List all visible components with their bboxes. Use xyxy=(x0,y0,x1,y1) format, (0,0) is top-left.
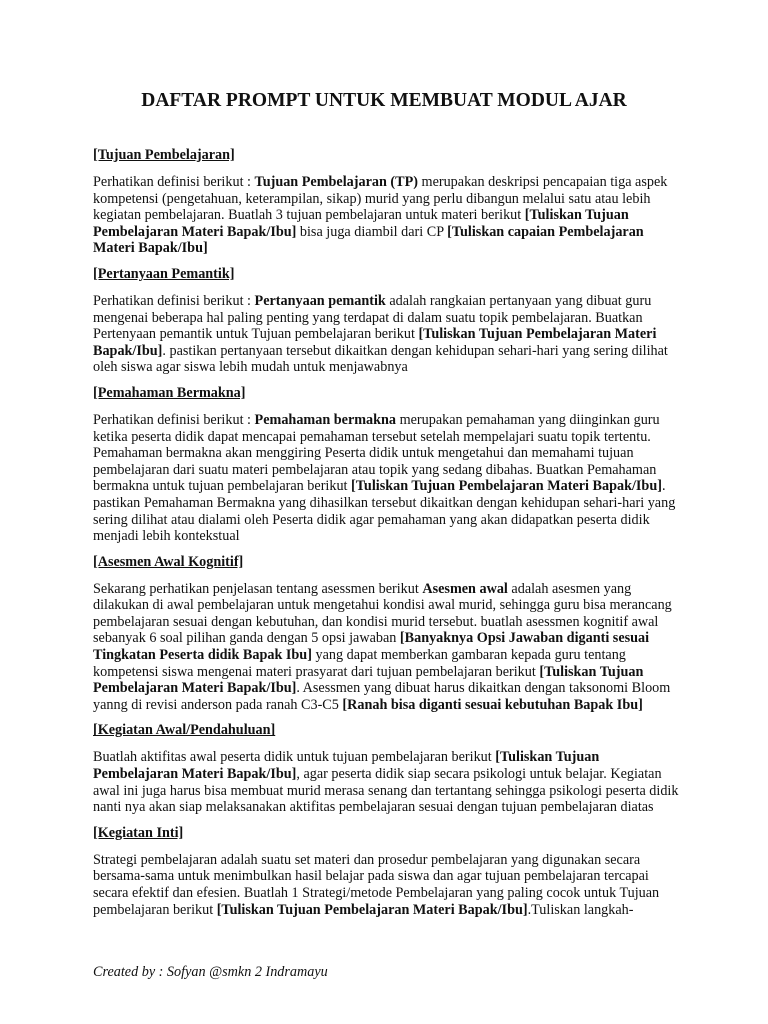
section-heading: [Pemahaman Bermakna] xyxy=(93,384,246,401)
section-heading: [Asesmen Awal Kognitif] xyxy=(93,553,244,570)
bold-text-run: [Banyaknya Opsi Jawaban diganti sesuai Tingkatan Peserta didik Bapak Ibu] xyxy=(93,630,650,664)
footer-credit: Created by : Sofyan @smkn 2 Indramayu xyxy=(93,964,328,980)
bold-text-run: [Tuliskan Tujuan Pembelajaran Materi Bapak/Ibu] xyxy=(93,326,657,359)
section-tujuan-pembelajaran xyxy=(93,147,685,257)
section-asesmen-awal-kognitif xyxy=(93,554,685,714)
bold-text-run: [Tuliskan Tujuan Pembelajaran Materi Bapak/Ibu] xyxy=(351,478,662,495)
text-run: Perhatikan definisi berikut : xyxy=(93,292,255,309)
bold-text-run: Pemahaman bermakna xyxy=(254,411,397,428)
section-pemahaman-bermakna xyxy=(93,385,685,545)
bold-text-run: [Tuliskan Tujuan Pembelajaran Materi Bapak/Ibu] xyxy=(93,663,644,697)
text-run: , agar peserta didik siap secara psikologi untuk belajar. Kegiatan awal ini juga harus bisa membuat murid merasa senang dan tertantang sehingga psikologi peserta didik nanti nya akan siap melaksanakan aktifitas pembelajaran sesuai dengan tujuan pembelajaran diatas xyxy=(93,766,679,816)
text-run: Perhatikan definisi berikut : xyxy=(93,174,255,190)
section-kegiatan-inti xyxy=(93,825,685,918)
text-run: . Asessmen yang dibuat harus dikaitkan dengan taksonomi Bloom yanng di revisi anderson pada ranah C3-C5 xyxy=(93,680,671,713)
bold-text-run: [Tuliskan Tujuan Pembelajaran Materi Bapak/Ibu] xyxy=(93,207,629,240)
text-run: adalah asesmen yang dilakukan di awal pembelajaran untuk mengetahui kondisi awal murid, sehingga guru bisa merancang pembelajaran sesuai dengan kebutuhan, dan kondisi murid tersebut. buatlah asessmen kognitif awal sebanyak 6 soal pilihan ganda dengan 5 opsi jawaban xyxy=(93,580,672,647)
bold-text-run: Pertanyaan pemantik xyxy=(254,292,386,309)
text-run: . pastikan pertanyaan tersebut dikaitkan dengan kehidupan sehari-hari yang sering dilihat oleh siswa agar siswa lebih mudah untuk menjawabnya xyxy=(93,342,668,376)
section-paragraph xyxy=(93,412,685,545)
text-run: merupakan pemahaman yang diinginkan guru ketika peserta didik dapat mencapai pemahaman tersebut setelah mempelajari suatu topik tertentu. Pemahaman bermakna akan menggiring Peserta didik untuk mengetahui dan memahami tujuan pembelajaran dari suatu materi pembelajaran atau topik yang sedang dibahas. Buatkan Pemahaman bermakna untuk tujuan pembelajaran berikut xyxy=(93,411,660,495)
document-body xyxy=(93,147,685,927)
bold-text-run: Asesmen awal xyxy=(422,580,508,597)
section-kegiatan-awal xyxy=(93,722,685,815)
section-paragraph xyxy=(93,293,685,376)
section-heading: [Kegiatan Inti] xyxy=(93,824,184,841)
text-run: . pastikan Pemahaman Bermakna yang dihasilkan tersebut dikaitkan dengan kehidupan sehari-hari yang sering dilihat atau dialami oleh Peserta didik agar pemahaman yang akan didapatkan peserta didik menjadi lebih kontekstual xyxy=(93,478,676,545)
text-run: Perhatikan definisi berikut : xyxy=(93,411,255,428)
section-paragraph xyxy=(93,852,685,918)
bold-text-run: Tujuan Pembelajaran (TP) xyxy=(254,174,418,190)
bold-text-run: [Ranah bisa diganti sesuai kebutuhan Bapak Ibu] xyxy=(342,696,643,713)
text-run: bisa juga diambil dari CP xyxy=(296,223,448,240)
text-run: yang dapat memberkan gambaran kepada guru tentang kompetensi siswa mengenai materi prasyarat dari tujuan pembelajaran berikut xyxy=(93,647,626,680)
text-run: adalah rangkaian pertanyaan yang dibuat guru mengenai beberapa hal paling penting yang terdapat di dalam suatu topik pembelajaran. Buatkan Pertenyaan pemantik untuk Tujuan pembelajaran berikut xyxy=(93,292,652,343)
section-paragraph xyxy=(93,749,685,815)
text-run: merupakan deskripsi pencapaian tiga aspek kompetensi (pengetahuan, keterampilan, sikap) murid yang perlu dibangun melalui satu atau lebih kegiatan pembelajaran. Buatlah 3 tujuan pembelajaran untuk materi berikut xyxy=(93,174,668,224)
bold-text-run: [Tuliskan capaian Pembelajaran Materi Bapak/Ibu] xyxy=(93,223,644,257)
section-paragraph xyxy=(93,581,685,714)
section-pertanyaan-pemantik xyxy=(93,266,685,376)
text-run: Strategi pembelajaran adalah suatu set materi dan prosedur pembelajaran yang digunakan secara bersama-sama untuk menimbulkan hasil belajar pada siswa dan agar tujuan pembelajaran tercapai secara efektif dan efesien. Buatlah 1 Strategi/metode Pembelajaran yang paling cocok untuk Tujuan pembelajaran berikut xyxy=(93,851,660,918)
text-run: Buatlah aktifitas awal peserta didik untuk tujuan pembelajaran berikut xyxy=(93,749,496,766)
section-paragraph xyxy=(93,174,685,257)
text-run: Sekarang perhatikan penjelasan tentang asessmen berikut xyxy=(93,580,423,597)
bold-text-run: [Tuliskan Tujuan Pembelajaran Materi Bapak/Ibu] xyxy=(216,901,528,918)
bold-text-run: [Tuliskan Tujuan Pembelajaran Materi Bapak/Ibu] xyxy=(93,749,600,783)
text-run: .Tuliskan langkah- xyxy=(527,901,634,918)
section-heading: [Kegiatan Awal/Pendahuluan] xyxy=(93,722,276,739)
page-title: DAFTAR PROMPT UNTUK MEMBUAT MODUL AJAR xyxy=(141,90,627,111)
section-heading: [Pertanyaan Pemantik] xyxy=(93,265,235,282)
section-heading: [Tujuan Pembelajaran] xyxy=(93,147,235,163)
